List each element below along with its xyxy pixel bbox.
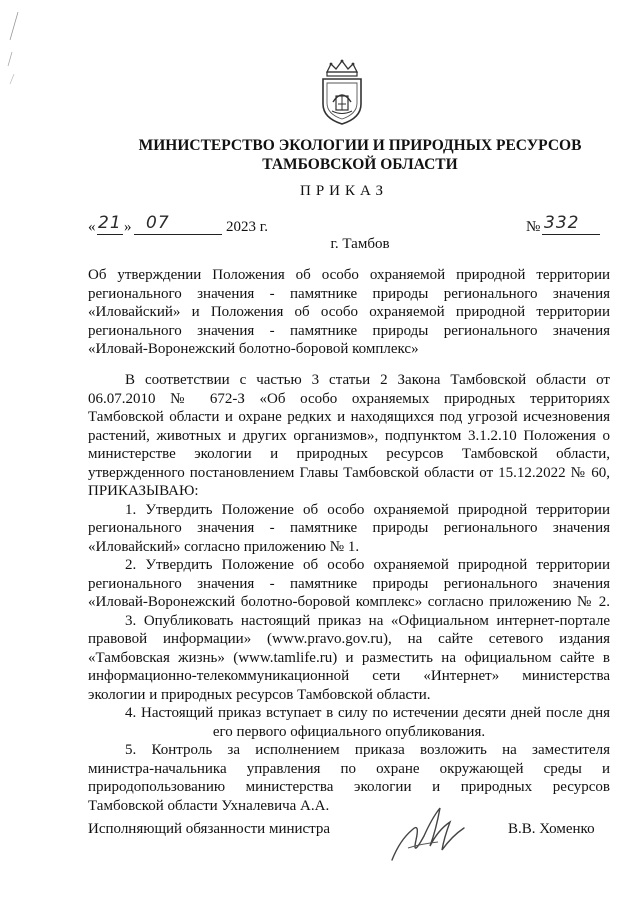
body-line: экологии и природных ресурсов Тамбовской области. — [88, 686, 431, 703]
body-line: В соответствии с частью 3 статьи 2 Закона Тамбовской области от — [125, 372, 610, 388]
body-line: регионального значения - памятнике природы регионального значения — [88, 520, 610, 536]
month-underline — [134, 234, 222, 235]
body-line: министра-начальника управления по охране окружающей среды и — [88, 760, 610, 777]
order-year: 2023 г. — [226, 219, 268, 235]
order-number: 332 — [544, 213, 580, 233]
body-line: Тамбовской области Ухналевича А.А. — [88, 797, 330, 814]
body-line: министерстве экологии и природных ресурсов Тамбовской области, — [88, 446, 610, 462]
order-city: г. Тамбов — [330, 236, 390, 252]
ministry-line-1: МИНИСТЕРСТВО ЭКОЛОГИИ И ПРИРОДНЫХ РЕСУРСОВ — [138, 137, 582, 154]
body-line: 2. Утвердить Положение об особо охраняемой природной территории — [125, 557, 610, 573]
number-sign: № — [526, 219, 541, 235]
body-line: «Иловайский» согласно приложению № 1. — [88, 538, 360, 555]
subject-line: регионального значения - памятнике природы регионального значения — [88, 322, 610, 339]
close-quote: » — [124, 219, 132, 235]
open-quote: « — [88, 219, 96, 235]
subject-line: Об утверждении Положения об особо охраняемой природной территории — [88, 267, 610, 283]
order-month: 07 — [146, 213, 170, 233]
coat-of-arms-icon — [319, 58, 365, 126]
order-subject — [88, 266, 610, 359]
body-line: 5. Контроль за исполнением приказа возложить на заместителя — [125, 742, 610, 758]
body-line: Тамбовской области и охране редких и находящихся под угрозой исчезновения — [88, 409, 610, 425]
body-line: 1. Утвердить Положение об особо охраняемой природной территории — [125, 501, 610, 518]
body-line: растений, животных и других организмов», подпунктом 3.1.2.10 Положения о — [88, 427, 610, 444]
ministry-line-2: ТАМБОВСКОЙ ОБЛАСТИ — [262, 156, 458, 173]
subject-line: регионального значения - памятнике природы регионального значения — [88, 285, 610, 302]
body-line: природопользованию министерства экологии и природных ресурсов — [88, 779, 610, 795]
body-line: правовой информации» (www.pravo.gov.ru), на сайте сетевого издания — [88, 631, 610, 647]
signatory-name: В.В. Хоменко — [508, 821, 595, 837]
body-line: «Тамбовская жизнь» (www.tamlife.ru) и разместить на официальном сайте в — [88, 649, 610, 666]
body-line: «Иловай-Воронежский болотно-боровой комплекс» согласно приложению № 2. — [88, 594, 610, 610]
body-line: утвержденного постановлением Главы Тамбовской области от 15.12.2022 № 60, — [88, 464, 610, 481]
signatory-role: Исполняющий обязанности министра — [88, 821, 331, 837]
signature-icon — [380, 800, 480, 870]
order-day: 21 — [98, 213, 122, 233]
day-underline — [97, 234, 123, 235]
order-title: ПРИКАЗ — [300, 183, 388, 199]
body-line: 4. Настоящий приказ вступает в силу по истечении десяти дней после дня — [125, 705, 610, 721]
body-line: его первого официального опубликования. — [212, 723, 486, 740]
body-line: 06.07.2010 № 672-З «Об особо охраняемых природных территориях — [88, 390, 610, 407]
body-line: регионального значения - памятнике природы регионального значения — [88, 575, 610, 592]
order-body — [88, 371, 610, 815]
body-line: информационно-телекоммуникационной сети «Интернет» министерства — [88, 668, 610, 684]
scan-marks-icon — [0, 0, 40, 90]
subject-line: «Иловай-Воронежский болотно-боровой комплекс» — [88, 341, 419, 357]
number-underline — [542, 234, 600, 235]
body-line: 3. Опубликовать настоящий приказ на «Официальном интернет-портале — [125, 612, 610, 629]
ministry-heading — [60, 136, 640, 174]
subject-line: «Иловайский» и Положения об особо охраняемой природной территории — [88, 304, 610, 320]
body-line: ПРИКАЗЫВАЮ: — [88, 483, 199, 499]
